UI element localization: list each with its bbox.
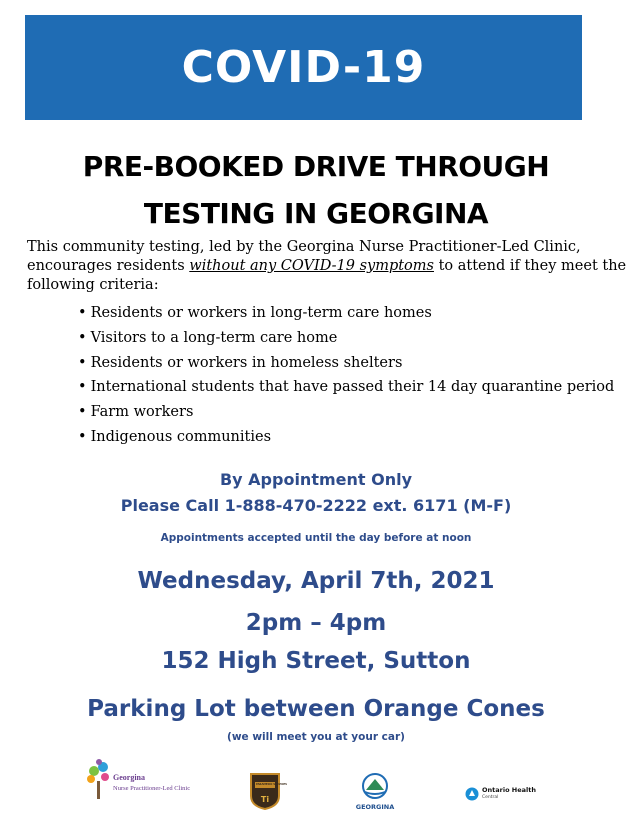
tree-icon (85, 757, 210, 807)
clinic-logo-name: Georgina (113, 773, 145, 782)
clinic-logo (85, 757, 210, 807)
intro-text-before: This community testing, led by the Georgina Nurse Practitioner-Led Clinic, encourages residents (27, 239, 581, 274)
appointment-note: Appointments accepted until the day before at noon (160, 532, 472, 544)
ontario-health-title: Ontario Health (482, 786, 537, 794)
georgina-emblem-icon (352, 772, 398, 804)
georgina-logo (352, 772, 398, 814)
event-date: Wednesday, April 7th, 2021 (137, 568, 495, 594)
criteria-list (78, 303, 614, 452)
paramedic-badge-label: PARAMEDIC SERVICES (256, 783, 287, 786)
ontario-trillium-icon (465, 787, 479, 801)
criteria-item: • Residents or workers in long-term care homes (78, 303, 614, 328)
ontario-health-subtitle: Central (482, 795, 499, 800)
shield-icon (249, 770, 281, 810)
intro-emphasis: without any COVID-19 symptoms (189, 258, 434, 274)
criteria-item: • Indigenous communities (78, 427, 614, 452)
headline-line-1: PRE-BOOKED DRIVE THROUGH (82, 150, 550, 183)
event-time: 2pm – 4pm (245, 610, 387, 636)
event-address: 152 High Street, Sutton (161, 648, 471, 674)
ontario-health-logo (465, 785, 545, 805)
clinic-logo-subtitle: Nurse Practitioner-Led Clinic (113, 785, 191, 792)
headline-line-2: TESTING IN GEORGINA (143, 197, 489, 230)
banner-title: COVID-19 (181, 42, 426, 93)
criteria-item: • International students that have passed their 14 day quarantine period (78, 377, 614, 402)
appointment-only: By Appointment Only (219, 470, 413, 489)
paramedic-services-badge (249, 770, 287, 810)
intro-paragraph (27, 238, 627, 295)
criteria-item: • Visitors to a long-term care home (78, 328, 614, 353)
intro-text-after: to attend if they meet the following criteria: (27, 258, 627, 293)
parking-location: Parking Lot between Orange Cones (87, 696, 545, 722)
phone-number: Please Call 1-888-470-2222 ext. 6171 (M-F) (120, 496, 512, 515)
criteria-item: • Residents or workers in homeless shelters (78, 353, 614, 378)
georgina-logo-text: GEORGINA (355, 803, 395, 811)
criteria-item: • Farm workers (78, 402, 614, 427)
svg-text:Ti: Ti (260, 795, 270, 804)
covid-banner (25, 15, 582, 120)
parking-note: (we will meet you at your car) (227, 731, 405, 743)
